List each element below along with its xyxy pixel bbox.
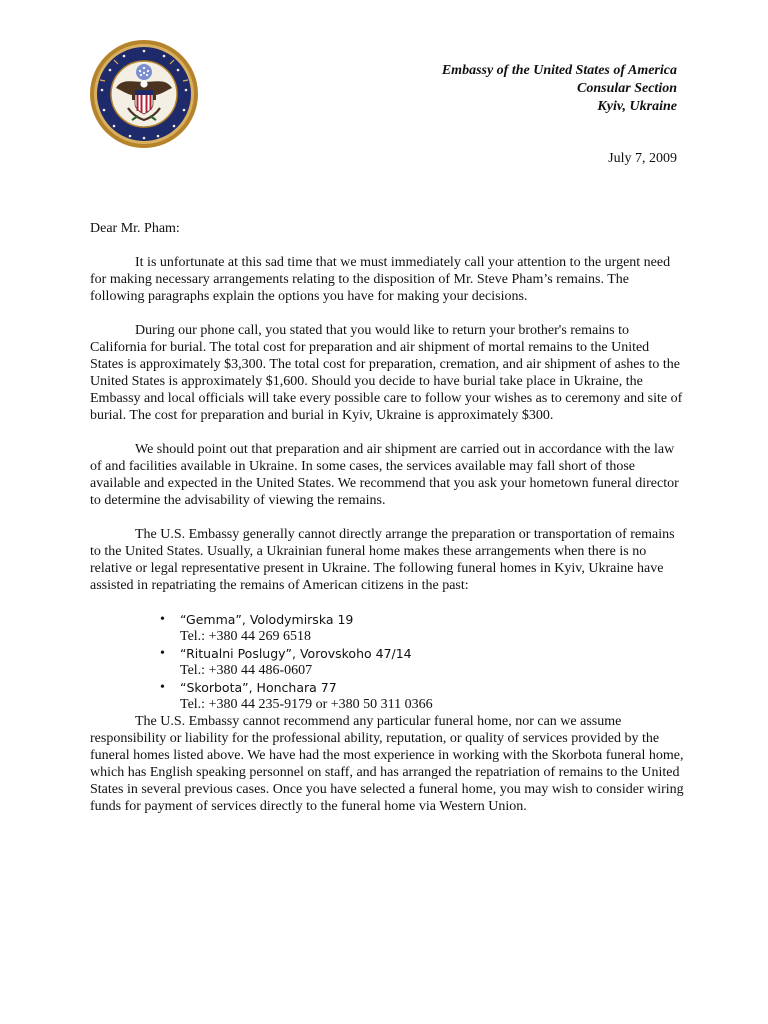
list-item xyxy=(90,611,685,645)
header-section: Consular Section xyxy=(577,81,677,96)
closing-paragraph: The U.S. Embassy cannot recommend any particular funeral home, nor can we assume responsibility or liability for the professional ability, reputation, or quality of services provided by the funeral homes listed above. We have had the most experience in working with the Skorbota funeral home, which has English speaking personnel on staff, and has arranged the repatriation of remains to the United States in several previous cases. Once you have selected a funeral home, you may wish to consider wiring funds for payment of services directly to the funeral home via Western Union. xyxy=(90,714,684,814)
paragraph-1: It is unfortunate at this sad time that we must immediately call your attention to the urgent need for making necessary arrangements relating to the disposition of Mr. Steve Pham’s remains. The following paragraphs explain the options you have for making your decisions. xyxy=(90,255,671,304)
paragraph-4: The U.S. Embassy generally cannot directly arrange the preparation or transportation of remains to the United States. Usually, a Ukrainian funeral home makes these arrangements when there is no relative or legal representative present in Ukraine. The following funeral homes in Kyiv, Ukraine have assisted in repatriating the remains of American citizens in the past: xyxy=(90,527,675,593)
embassy-header xyxy=(442,62,677,116)
paragraph-3: We should point out that preparation and air shipment are carried out in accordance with the law of and facilities available in Ukraine. In some cases, the services available may fall short of those available and expected in the United States. We recommend that you ask your hometown funeral director to determine the advisability of viewing the remains. xyxy=(90,442,679,508)
header-embassy-name: Embassy of the United States of America xyxy=(441,63,677,78)
list-item xyxy=(90,645,685,679)
bullet-icon: • xyxy=(160,680,165,695)
funeral-home-phone: Tel.: +380 44 269 6518 xyxy=(180,629,311,644)
bullet-icon: • xyxy=(160,612,165,627)
paragraph-2: During our phone call, you stated that you would like to return your brother's remains to California for burial. The total cost for preparation and air shipment of mortal remains to the United States is approximately $3,300. The total cost for preparation, cremation, and air shipment of ashes to the United States is approximately $1,600. Should you decide to have burial take place in Ukraine, the Embassy and local officials will take every possible care to follow your wishes as to ceremony and site of burial. The cost for preparation and burial in Kyiv, Ukraine is approximately $300. xyxy=(90,323,683,423)
letter-date: July 7, 2009 xyxy=(608,151,677,166)
funeral-home-list xyxy=(90,611,685,713)
letter-body xyxy=(90,220,685,815)
funeral-home-name: “Ritualni Poslugy”, Vorovskoho 47/14 xyxy=(180,646,412,661)
header-location: Kyiv, Ukraine xyxy=(597,99,677,114)
funeral-home-phone: Tel.: +380 44 235-9179 or +380 50 311 0366 xyxy=(180,697,433,712)
funeral-home-name: “Skorbota”, Honchara 77 xyxy=(180,680,337,695)
bullet-icon: • xyxy=(160,646,165,661)
list-item xyxy=(90,679,685,713)
department-of-state-seal xyxy=(88,38,200,150)
funeral-home-name: “Gemma”, Volodymirska 19 xyxy=(180,612,354,627)
funeral-home-phone: Tel.: +380 44 486-0607 xyxy=(180,663,313,678)
salutation: Dear Mr. Pham: xyxy=(90,221,180,236)
